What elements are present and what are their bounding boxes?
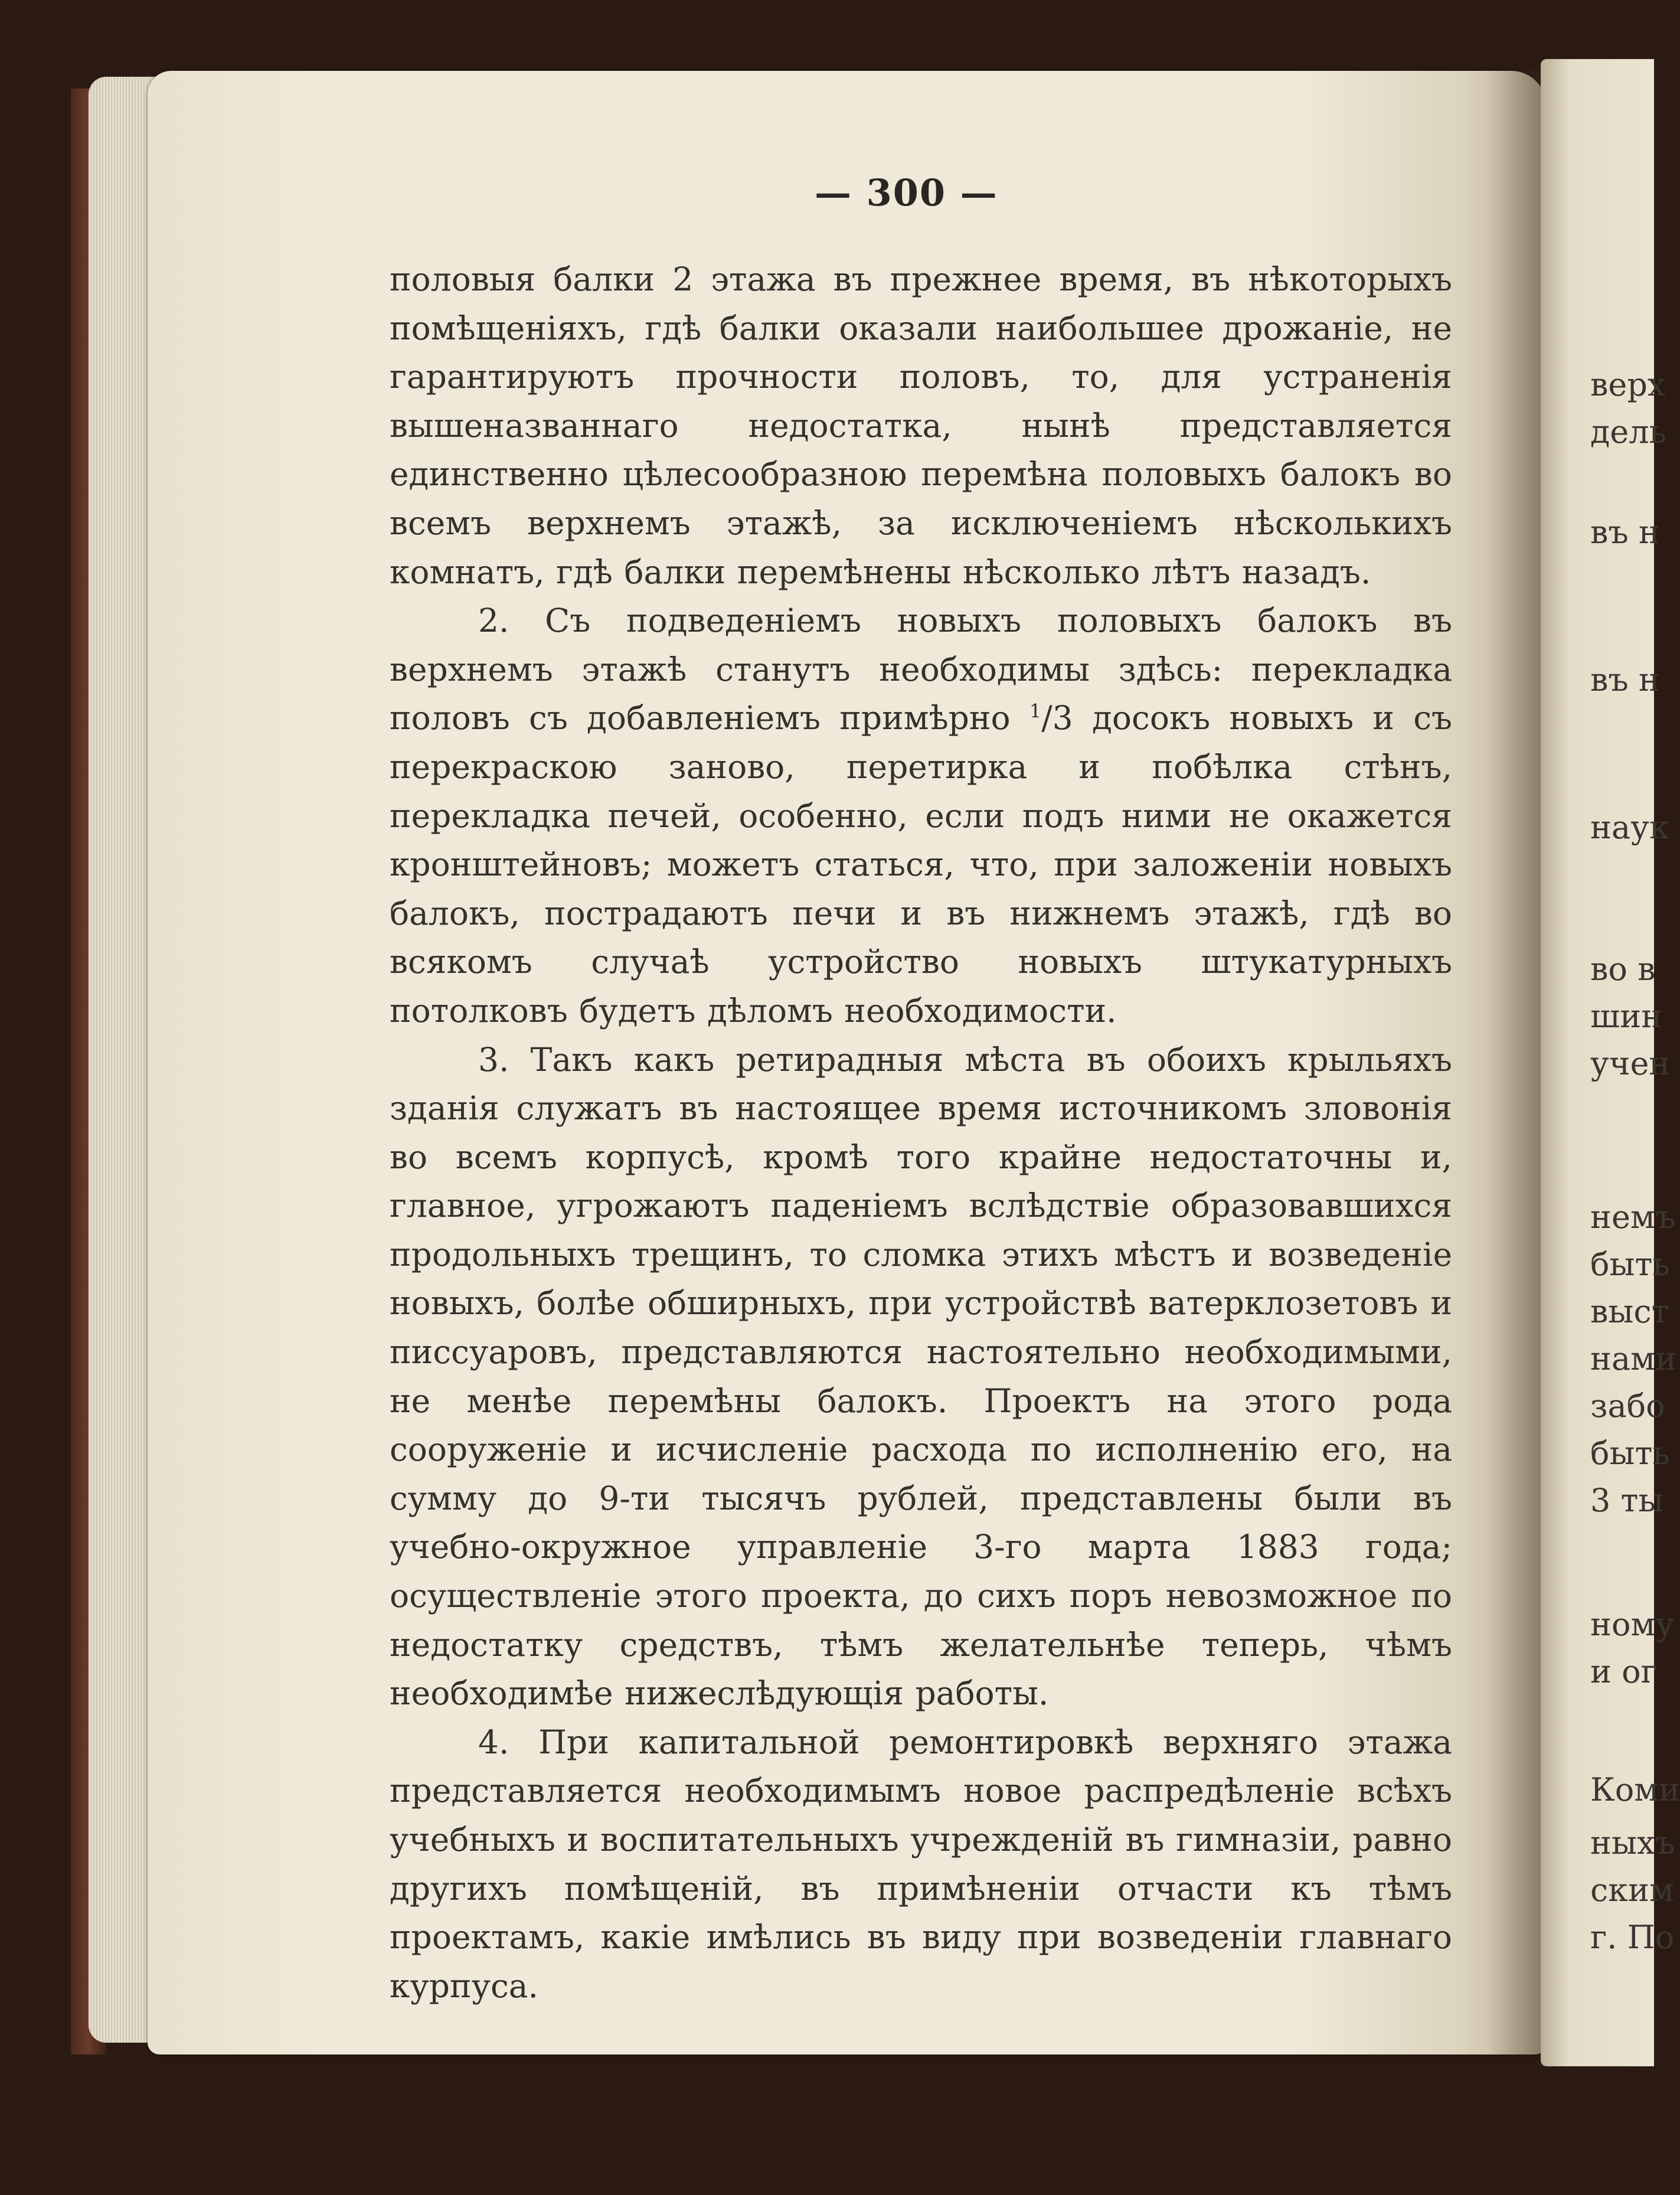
paragraph-2-text-before: 2. Съ подведеніемъ новыхъ половыхъ балокъ въ верхнемъ этажѣ станутъ необходимы здѣсь: перекладка половъ съ добавленіемъ примѣрно	[390, 602, 1452, 737]
paragraph-4: 4. При капитальной ремонтировкѣ верхняго этажа представляется необходимымъ новое распредѣленіе всѣхъ учебныхъ и воспитательныхъ учрежденій въ гимназіи, равно другихъ помѣщеній, въ примѣненіи отчасти къ тѣмъ проектамъ, какіе имѣлись въ виду при возведеніи главнаго курпуса.	[390, 1723, 1452, 2005]
right-page-fragment: въ н	[1590, 514, 1660, 551]
right-page-fragment: во в	[1590, 950, 1656, 988]
right-page-fragment: въ н	[1590, 661, 1660, 698]
right-page-fragment: быть	[1590, 1435, 1670, 1472]
right-page-fragment: быть	[1590, 1246, 1670, 1283]
right-page-edge	[1541, 59, 1680, 2066]
paragraph-2	[390, 596, 1452, 1035]
right-page-fragment: дель	[1590, 413, 1666, 450]
right-page-fragment: забо	[1590, 1387, 1665, 1425]
right-page-fragment: выст	[1590, 1293, 1669, 1330]
page-number: — 300 —	[815, 171, 998, 214]
paragraph-1: половыя балки 2 этажа въ прежнее время, въ нѣкоторыхъ помѣщеніяхъ, гдѣ балки оказали наибольшее дрожаніе, не гарантируютъ прочности половъ, то, для устраненія вышеназваннаго недостатка, нынѣ представляется единственно цѣлесообразною перемѣна половыхъ балокъ во всемъ верхнемъ этажѣ, за исключеніемъ нѣсколькихъ комнатъ, гдѣ балки перемѣнены нѣсколько лѣтъ назадъ.	[390, 260, 1452, 591]
right-page-fragment: ским	[1590, 1871, 1674, 1909]
right-page-fragment: учен	[1590, 1045, 1671, 1082]
right-page-fragment: немъ	[1590, 1198, 1676, 1236]
right-page-fragment: и ог	[1590, 1653, 1658, 1690]
right-page-fragment: г. По	[1590, 1919, 1675, 1956]
right-page-fragment: верх	[1590, 366, 1666, 403]
right-page-fragment: Коми	[1590, 1771, 1680, 1808]
right-page-fragment: нами	[1590, 1340, 1677, 1377]
right-page-fragment: наук	[1590, 809, 1669, 846]
fraction-denominator: /3	[1041, 699, 1073, 737]
right-page-fragment: ному	[1590, 1606, 1675, 1643]
right-page-fragment: 3 ты	[1590, 1482, 1664, 1519]
right-page-fragment: шин	[1590, 998, 1663, 1035]
paragraph-2-text-after: досокъ новыхъ и съ перекраскою заново, перетирка и побѣлка стѣнъ, перекладка печей, особенно, если подъ ними не окажется кронштейновъ; можетъ статься, что, при заложеніи новыхъ балокъ, пострадаютъ печи и въ нижнемъ этажѣ, гдѣ во всякомъ случаѣ устройство новыхъ штукатурныхъ потолковъ будетъ дѣломъ необходимости.	[390, 699, 1453, 1030]
page-body	[390, 255, 1452, 2010]
paragraph-3: 3. Такъ какъ ретирадныя мѣста въ обоихъ крыльяхъ зданія служатъ въ настоящее время источникомъ зловонія во всемъ корпусѣ, кромѣ того крайне недостаточны и, главное, угрожаютъ паденіемъ вслѣдствіе образовавшихся продольныхъ трещинъ, то сломка этихъ мѣстъ и возведеніе новыхъ, болѣе обширныхъ, при устройствѣ ватерклозетовъ и писсуаровъ, представляются настоятельно необходимыми, не менѣе перемѣны балокъ. Проектъ на этого рода сооруженіе и исчисленіе расхода по исполненію его, на сумму до 9-ти тысячъ рублей, представлены были въ учебно-окружное управленіе 3-го марта 1883 года; осуществленіе этого проекта, до сихъ поръ невозможное по недостатку средствъ, тѣмъ желательнѣе теперь, чѣмъ необходимѣе нижеслѣдующія работы.	[390, 1040, 1452, 1713]
fraction-numerator: 1	[1029, 700, 1042, 723]
right-page-fragment: ныхъ	[1590, 1824, 1675, 1861]
